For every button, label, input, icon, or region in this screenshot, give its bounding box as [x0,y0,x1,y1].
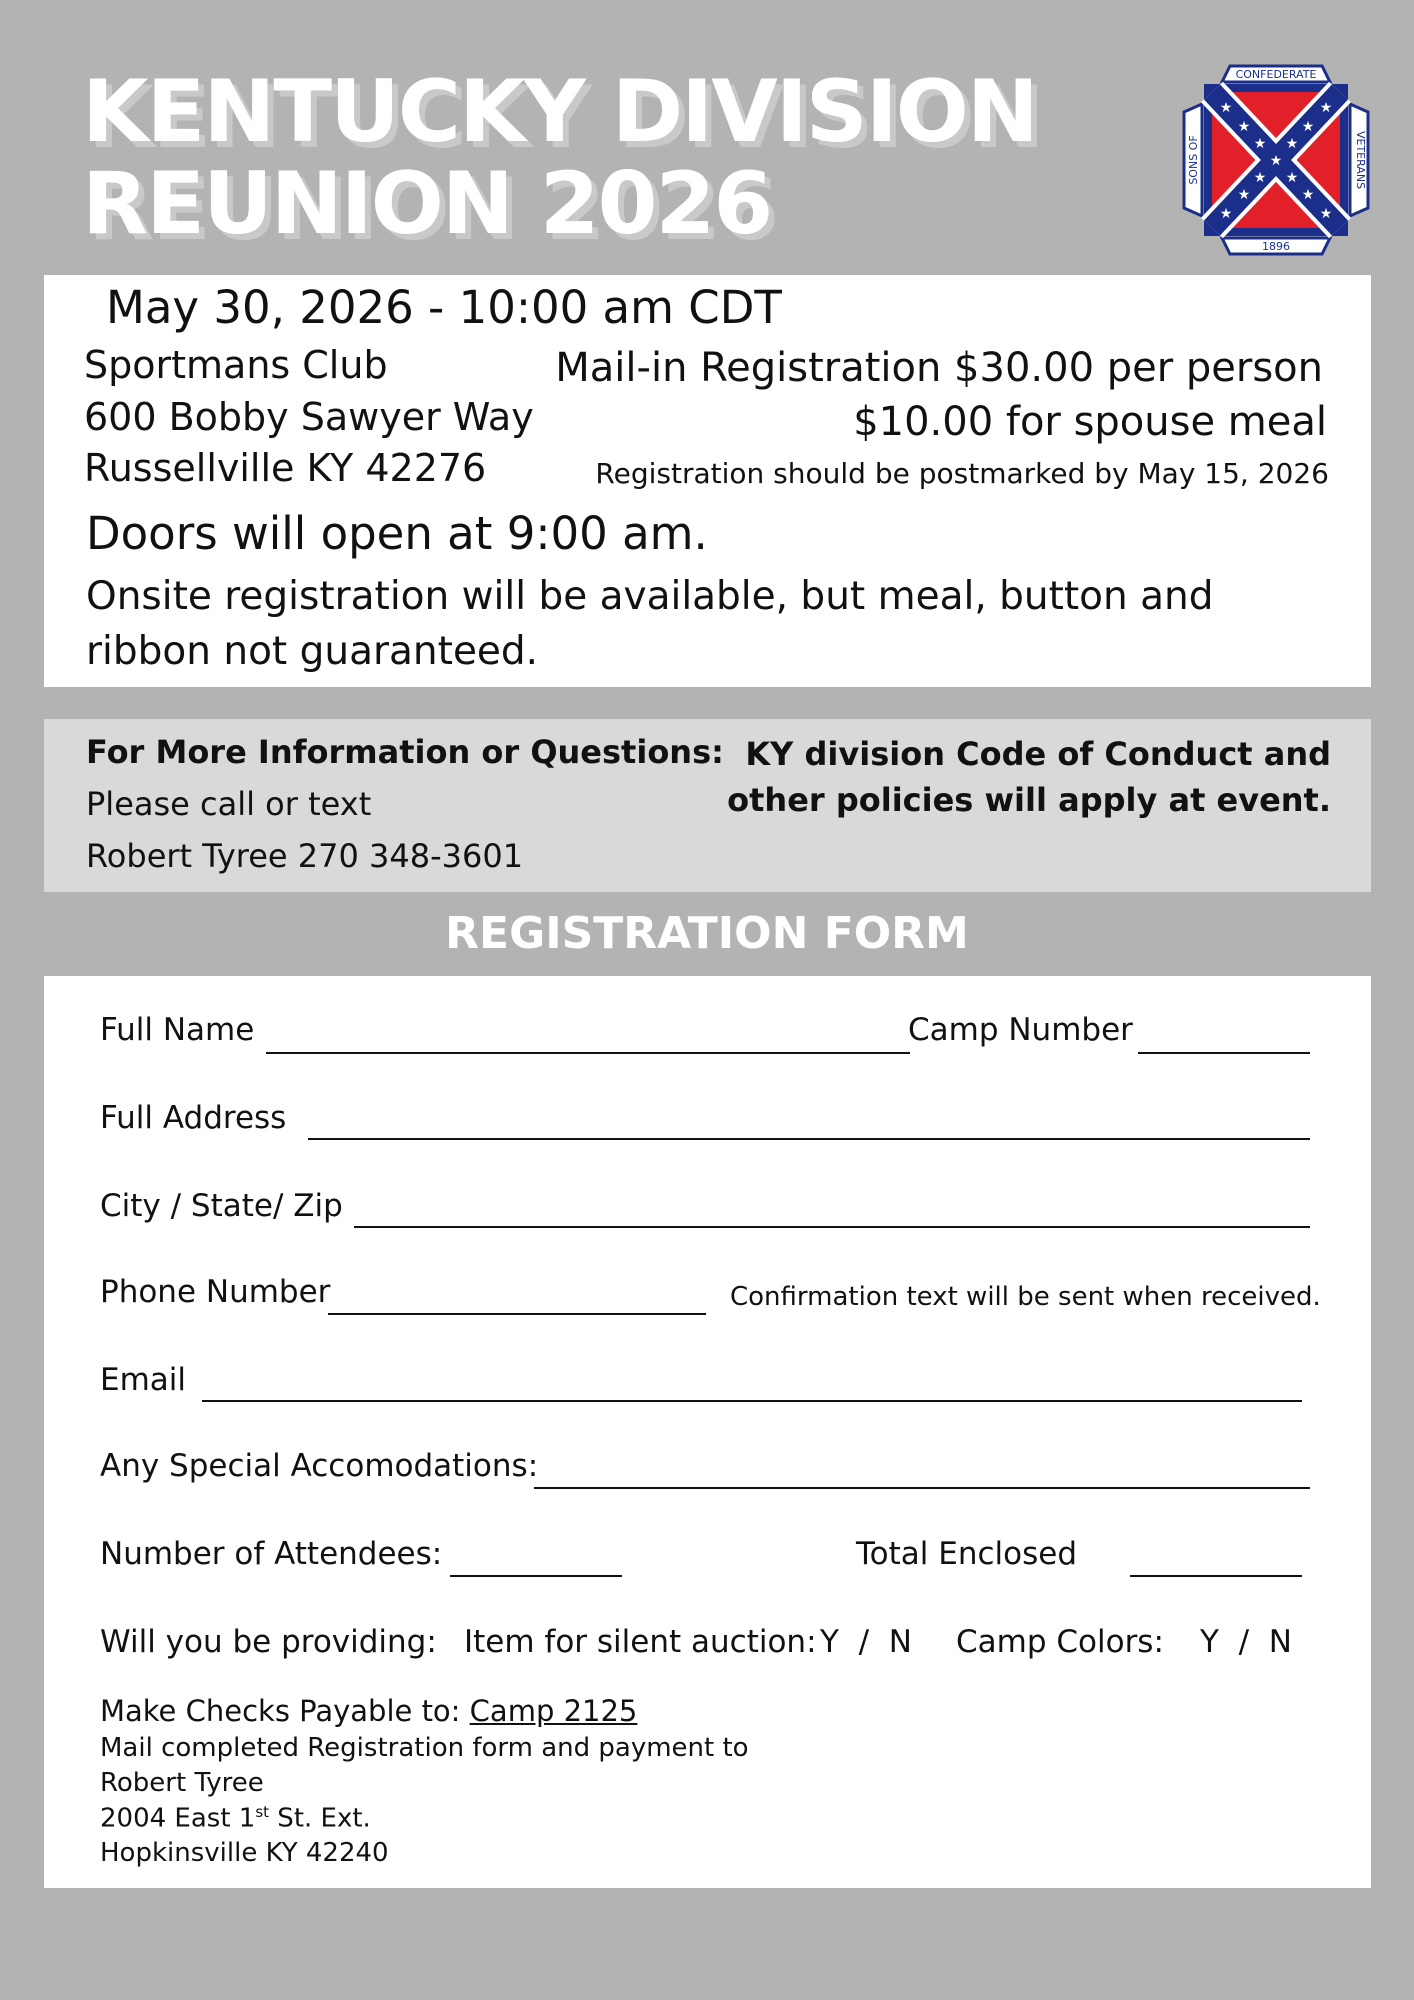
full-address-field[interactable] [308,1138,1310,1140]
svg-text:★: ★ [1219,100,1233,116]
total-enclosed-field[interactable] [1130,1575,1302,1577]
mail-street [100,1803,371,1834]
mail-street-sup: st [255,1803,270,1821]
title-line-1: KENTUCKY DIVISION [82,62,1037,162]
special-accommodations-field[interactable] [534,1487,1310,1489]
camp-number-field[interactable] [1138,1052,1310,1054]
contact-info-panel [44,719,1371,892]
silent-auction-yes-no[interactable]: Y / N [820,1624,912,1660]
mail-instruction: Mail completed Registration form and payment to [100,1733,749,1763]
onsite-registration-note: Onsite registration will be available, but meal, button and ribbon not guaranteed. [86,574,1214,674]
svg-text:★: ★ [1319,100,1333,116]
logo-text-top: CONFEDERATE [1235,68,1317,81]
policy-line-1: KY division Code of Conduct and [745,735,1331,773]
attendees-field[interactable] [450,1575,622,1577]
venue-city: Russellville KY 42276 [84,446,487,490]
special-accommodations-label: Any Special Accomodations: [100,1448,539,1484]
venue-name: Sportmans Club [84,343,388,387]
svg-text:★: ★ [1319,206,1333,222]
title-line-2: REUNION 2026 [82,154,772,254]
doors-open-time: Doors will open at 9:00 am. [86,507,708,560]
registration-fee: Mail-in Registration $30.00 per person [555,345,1323,391]
registration-form-heading: REGISTRATION FORM [445,908,969,959]
silent-auction-label: Item for silent auction: [464,1624,817,1660]
svg-text:★: ★ [1269,153,1283,169]
spouse-meal-fee: $10.00 for spouse meal [853,399,1327,445]
svg-text:★: ★ [1237,119,1251,135]
contact-name-phone: Robert Tyree 270 348-3601 [86,837,524,875]
contact-heading: For More Information or Questions: [86,733,724,771]
registration-form [44,976,1371,1888]
svg-text:★: ★ [1285,170,1299,186]
mail-recipient: Robert Tyree [100,1768,264,1798]
email-field[interactable] [202,1400,1302,1402]
city-state-zip-field[interactable] [354,1226,1310,1228]
phone-number-field[interactable] [328,1313,706,1315]
svg-text:★: ★ [1301,187,1315,203]
camp-colors-label: Camp Colors: [956,1624,1164,1660]
logo-text-right: VETERANS [1354,130,1367,190]
email-label: Email [100,1362,187,1398]
event-details-panel [44,275,1371,687]
code-of-conduct-note [727,731,1331,823]
full-name-label: Full Name [100,1012,255,1048]
scv-logo [1180,62,1372,258]
phone-number-label: Phone Number [100,1274,331,1310]
providing-label: Will you be providing: [100,1624,437,1660]
total-enclosed-label: Total Enclosed [856,1536,1078,1572]
checks-payable-line [100,1694,637,1728]
contact-instruction: Please call or text [86,785,372,823]
svg-text:★: ★ [1285,136,1299,152]
venue-street: 600 Bobby Sawyer Way [84,395,534,439]
svg-text:★: ★ [1301,119,1315,135]
mail-street-b: St. Ext. [269,1803,371,1834]
svg-text:★: ★ [1253,136,1267,152]
full-name-field[interactable] [266,1052,910,1054]
policy-line-2: other policies will apply at event. [727,781,1331,819]
svg-text:★: ★ [1253,170,1267,186]
mail-street-a: 2004 East 1 [100,1803,256,1834]
checks-payee: Camp 2125 [469,1694,638,1728]
event-date-time: May 30, 2026 - 10:00 am CDT [106,281,782,334]
confirmation-note: Confirmation text will be sent when received. [730,1282,1321,1312]
svg-text:★: ★ [1237,187,1251,203]
full-address-label: Full Address [100,1100,287,1136]
attendees-label: Number of Attendees: [100,1536,443,1572]
page-title [82,62,1037,254]
logo-text-left: SONS OF [1187,135,1200,185]
camp-colors-yes-no[interactable]: Y / N [1200,1624,1292,1660]
checks-payable-prefix: Make Checks Payable to: [100,1694,470,1728]
city-state-zip-label: City / State/ Zip [100,1188,343,1224]
mail-city: Hopkinsville KY 42240 [100,1838,389,1868]
camp-number-label: Camp Number [908,1012,1133,1048]
svg-text:★: ★ [1219,206,1233,222]
postmark-deadline: Registration should be postmarked by May 15, 2026 [595,457,1329,490]
logo-text-bottom: 1896 [1262,240,1290,253]
